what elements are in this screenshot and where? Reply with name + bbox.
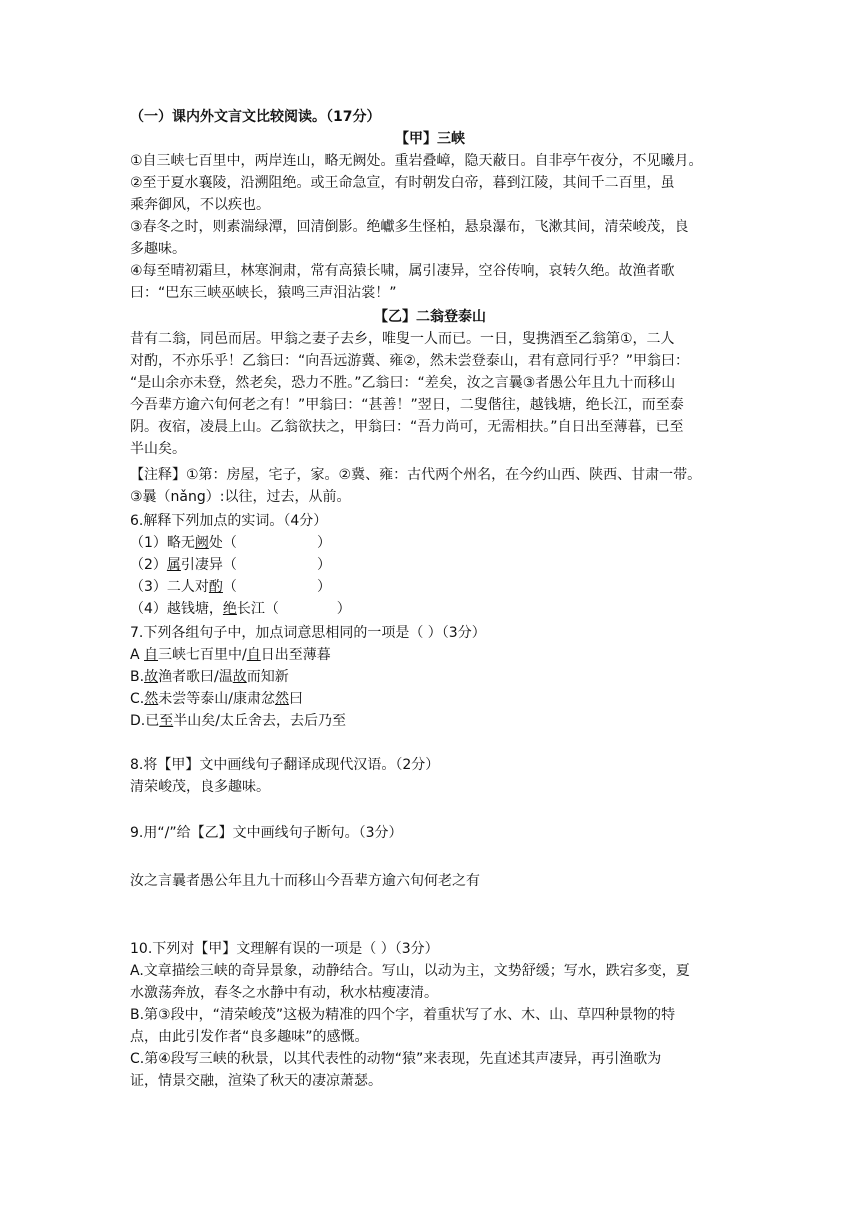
passage-a-line: ③春冬之时，则素湍绿潭，回清倒影。绝巘多生怪柏，悬泉瀑布，飞漱其间，清荣峻茂，良 [130, 219, 689, 235]
option-text: 而知新 [246, 669, 289, 685]
q10-stem: 10.下列对【甲】文理解有误的一项是（ ）（3分） [130, 941, 439, 957]
answer-blank[interactable] [279, 601, 337, 617]
q10-option-line: C.第④段写三峡的秋景，以其代表性的动物“猿”来表现，先直述其声凄异，再引渔歌为 [130, 1051, 662, 1067]
notes-line: 【注释】①第：房屋，宅子，家。②冀、雍：古代两个州名，在今约山西、陕西、甘肃一带。 [130, 467, 702, 483]
dotted-word: 阙 [194, 535, 209, 551]
q6-item-text: ） [317, 557, 332, 573]
option-text: C. [130, 691, 145, 707]
q6-item-text: （4）越钱塘， [130, 601, 223, 617]
section-title: （一）课内外文言文比较阅读。（17分） [130, 109, 381, 125]
q6-item [130, 532, 331, 554]
notes-line: ③曩（nǎng）:以往，过去，从前。 [130, 489, 351, 505]
option-text: D.已 [130, 713, 160, 729]
q10-option-line: 水激荡奔放，春冬之水静中有动，秋水枯瘦凄清。 [130, 985, 438, 1001]
q10-option-line: A.文章描绘三峡的奇异景象，动静结合。写山，以动为主，文势舒缓；写水，跌宕多变，夏 [130, 963, 690, 979]
q10-option-line: 点，由此引发作者“良多趣味”的感慨。 [130, 1029, 369, 1045]
q6-item-text: （ [222, 579, 237, 595]
q6-item-text: ） [317, 535, 332, 551]
answer-blank[interactable] [237, 535, 317, 551]
q6-item-text: ） [317, 579, 332, 595]
q6-item-text: 处（ [208, 535, 237, 551]
option-text: A [130, 647, 145, 663]
passage-b-line: “是山余亦未登，然老矣，恐力不胜。”乙翁曰：“差矣，汝之言曩③者愚公年且九十而移山 [130, 375, 676, 391]
answer-blank[interactable] [237, 557, 317, 573]
passage-a-line: ④每至晴初霜旦，林寒涧肃，常有高猿长啸，属引凄异，空谷传响，哀转久绝。故渔者歌 [130, 263, 675, 279]
q6-stem: 6.解释下列加点的实词。（4分） [130, 513, 328, 529]
option-text: 渔者歌曰/温 [158, 669, 233, 685]
passage-a-line: 乘奔御风，不以疾也。 [130, 197, 270, 213]
passage-a-line: 曰：“巴东三峡巫峡长，猿鸣三声泪沾裳！” [130, 285, 397, 301]
q7-option[interactable] [130, 666, 289, 688]
q7-stem: 7.下列各组句子中，加点词意思相同的一项是（ ）（3分） [130, 625, 486, 641]
option-text: 未尝等泰山/康肃忿 [158, 691, 275, 707]
dotted-word: 自 [144, 647, 159, 663]
dotted-word: 属 [166, 557, 181, 573]
dotted-word: 故 [144, 669, 159, 685]
passage-a-line: ①自三峡七百里中，两岸连山，略无阙处。重岩叠嶂，隐天蔽日。自非亭午夜分，不见曦月。 [130, 153, 703, 169]
dotted-word: 至 [159, 713, 174, 729]
q7-option[interactable] [130, 688, 303, 710]
q8-stem: 8.将【甲】文中画线句子翻译成现代汉语。（2分） [130, 757, 440, 773]
dotted-word: 酌 [208, 579, 223, 595]
q6-item [130, 598, 351, 620]
dotted-word: 然 [144, 691, 159, 707]
q6-item-text: 引凄异（ [180, 557, 237, 573]
option-text: 曰 [288, 691, 303, 707]
dotted-word: 至 [331, 713, 346, 729]
passage-a-line: ②至于夏水襄陵，沿溯阻绝。或王命急宣，有时朝发白帝，暮到江陵，其间千二百里，虽 [130, 175, 675, 191]
option-text: 半山矣/太丘舍去，去后乃 [173, 713, 332, 729]
dotted-word: 自 [246, 647, 261, 663]
option-text: 日出至薄暮 [260, 647, 331, 663]
q6-item-text: （2） [130, 557, 167, 573]
passage-b-line: 阴。夜宿，凌晨上山。乙翁欲扶之，甲翁曰：“吾力尚可，无需相扶。”自日出至薄暮，已至 [130, 419, 684, 435]
q7-option[interactable] [130, 710, 346, 732]
q9-sentence: 汝之言曩者愚公年且九十而移山今吾辈方逾六旬何老之有 [130, 873, 480, 889]
q6-item-text: 长江（ [236, 601, 279, 617]
passage-b-line: 昔有二翁，同邑而居。甲翁之妻子去乡，唯叟一人而已。一日，叟携酒至乙翁第①，二人 [130, 331, 675, 347]
q9-stem: 9.用“/”给【乙】文中画线句子断句。（3分） [130, 825, 403, 841]
passage-b-line: 半山矣。 [130, 441, 186, 457]
q10-option-line: 证，情景交融，渲染了秋天的凄凉萧瑟。 [130, 1073, 382, 1089]
q6-item [130, 576, 331, 598]
answer-blank[interactable] [237, 579, 317, 595]
option-text: 三峡七百里中/ [158, 647, 247, 663]
dotted-word: 故 [232, 669, 247, 685]
passage-a-line: 多趣味。 [130, 241, 186, 257]
q6-item-text: （1）略无 [130, 535, 195, 551]
option-text: B. [130, 669, 145, 685]
q6-item-text: ） [336, 601, 351, 617]
q6-item [130, 554, 331, 576]
q10-option-line: B.第③段中，“清荣峻茂”这极为精准的四个字，着重状写了水、木、山、草四种景物的特 [130, 1007, 676, 1023]
dotted-word: 绝 [222, 601, 237, 617]
passage-b-title: 【乙】二翁登泰山 [374, 309, 486, 325]
q8-sentence: 清荣峻茂，良多趣味。 [130, 779, 270, 795]
passage-b-line: 对酌，不亦乐乎！乙翁曰：“向吾远游冀、雍②，然未尝登泰山，君有意同行乎？”甲翁曰： [130, 353, 690, 369]
dotted-word: 然 [274, 691, 289, 707]
passage-b-line: 今吾辈方逾六旬何老之有！”甲翁曰：“甚善！”翌日，二叟偕往，越钱塘，绝长江，而至泰 [130, 397, 684, 413]
passage-a-title: 【甲】三峡 [395, 131, 465, 147]
q6-item-text: （3）二人对 [130, 579, 209, 595]
q7-option[interactable] [130, 644, 331, 666]
